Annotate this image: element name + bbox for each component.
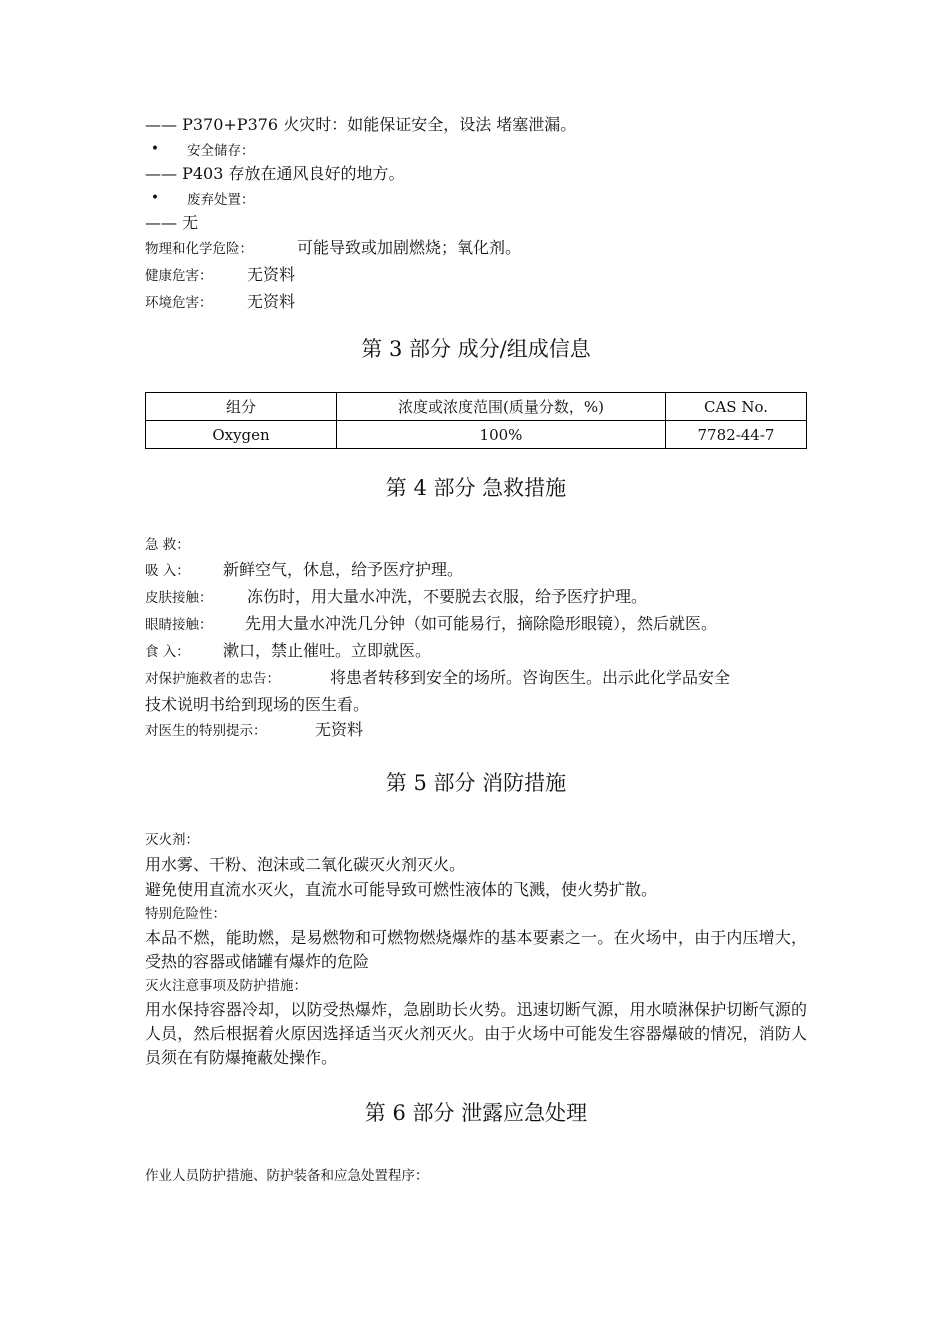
section4-title: 第 4 部分 急救措施 xyxy=(385,476,567,500)
disposal-heading xyxy=(145,186,807,210)
section3-title: 第 3 部分 成分/组成信息 xyxy=(361,337,591,361)
rescuer-value-cont: 技术说明书给到现场的医生看。 xyxy=(145,695,370,714)
ingest-value: 漱口，禁止催吐。立即就医。 xyxy=(223,641,432,660)
inhale-label: 吸 入： xyxy=(145,563,190,579)
storage-label: 安全储存： xyxy=(187,143,255,159)
disposal-value: —— 无 xyxy=(145,213,199,232)
rescuer-label: 对保护施救者的忠告： xyxy=(145,671,280,687)
skin-value: 冻伤时，用大量水冲洗，不要脱去衣服，给予医疗护理。 xyxy=(247,587,648,606)
extinguishing-label: 灭火剂： xyxy=(145,832,199,848)
table-cell-cas: 7782-44-7 xyxy=(666,421,807,449)
phys-hazard-value: 可能导致或加剧燃烧；氧化剂。 xyxy=(297,238,522,257)
first-aid-label: 急 救： xyxy=(145,537,190,553)
personnel-protection-label: 作业人员防护措施、防护装备和应急处置程序： xyxy=(145,1168,429,1184)
rescuer-value: 将患者转移到安全的场所。咨询医生。出示此化学品安全 xyxy=(330,668,731,687)
doctor-label: 对医生的特别提示： xyxy=(145,723,267,739)
table-header-row xyxy=(146,393,807,421)
phys-hazard-row xyxy=(145,235,807,262)
special-hazard-text: 本品不燃，能助燃，是易燃物和可燃物燃烧爆炸的基本要素之一。在火场中，由于内压增大，受热的容器或储罐有爆炸的危险 xyxy=(145,928,807,971)
table-header-cell: 浓度或浓度范围(质量分数，%) xyxy=(337,393,666,421)
extinguishing-line2: 避免使用直流水灭火，直流水可能导致可燃性液体的飞溅，使火势扩散。 xyxy=(145,880,658,899)
document-page xyxy=(145,112,807,1188)
table-cell-concentration: 100% xyxy=(337,421,666,449)
composition-table xyxy=(145,392,807,449)
eye-row xyxy=(145,611,807,638)
skin-label: 皮肤接触： xyxy=(145,590,213,606)
bullet-icon: • xyxy=(151,190,159,206)
table-row xyxy=(146,421,807,449)
rescuer-row xyxy=(145,665,807,692)
phys-hazard-label: 物理和化学危险： xyxy=(145,241,253,257)
special-hazard-label: 特别危险性： xyxy=(145,906,226,922)
fire-precaution-text: 用水保持容器冷却，以防受热爆炸，急剧助长火势。迅速切断气源，用水喷淋保护切断气源的人员，然后根据着火原因选择适当灭火剂灭火。由于火场中可能发生容器爆破的情况，消防人员须在有防爆掩蔽处操作。 xyxy=(145,1000,807,1067)
eye-value: 先用大量水冲洗几分钟（如可能易行，摘除隐形眼镜），然后就医。 xyxy=(245,614,718,633)
inhale-value: 新鲜空气，休息，给予医疗护理。 xyxy=(223,560,464,579)
ingest-row xyxy=(145,638,807,665)
section5-title: 第 5 部分 消防措施 xyxy=(385,771,567,795)
p370-statement: —— P370+P376 火灾时：如能保证安全，设法 堵塞泄漏。 xyxy=(145,115,577,134)
eye-label: 眼睛接触： xyxy=(145,617,213,633)
inhale-row xyxy=(145,557,807,584)
health-hazard-row xyxy=(145,262,807,289)
env-hazard-row xyxy=(145,289,807,316)
health-hazard-label: 健康危害： xyxy=(145,268,213,284)
extinguishing-line1: 用水雾、干粉、泡沫或二氧化碳灭火剂灭火。 xyxy=(145,855,466,874)
doctor-row xyxy=(145,717,807,744)
ingest-label: 食 入： xyxy=(145,644,190,660)
section6-title: 第 6 部分 泄露应急处理 xyxy=(364,1101,588,1125)
env-hazard-label: 环境危害： xyxy=(145,295,213,311)
table-header-cell: CAS No. xyxy=(666,393,807,421)
p403-statement: —— P403 存放在通风良好的地方。 xyxy=(145,164,405,183)
disposal-label: 废弃处置： xyxy=(187,192,255,208)
storage-heading xyxy=(145,137,807,161)
table-cell-component: Oxygen xyxy=(146,421,337,449)
health-hazard-value: 无资料 xyxy=(247,265,296,284)
fire-precaution-label: 灭火注意事项及防护措施： xyxy=(145,978,307,994)
skin-row xyxy=(145,584,807,611)
table-header-cell: 组分 xyxy=(146,393,337,421)
env-hazard-value: 无资料 xyxy=(247,292,296,311)
bullet-icon: • xyxy=(151,141,159,157)
doctor-value: 无资料 xyxy=(315,720,364,739)
